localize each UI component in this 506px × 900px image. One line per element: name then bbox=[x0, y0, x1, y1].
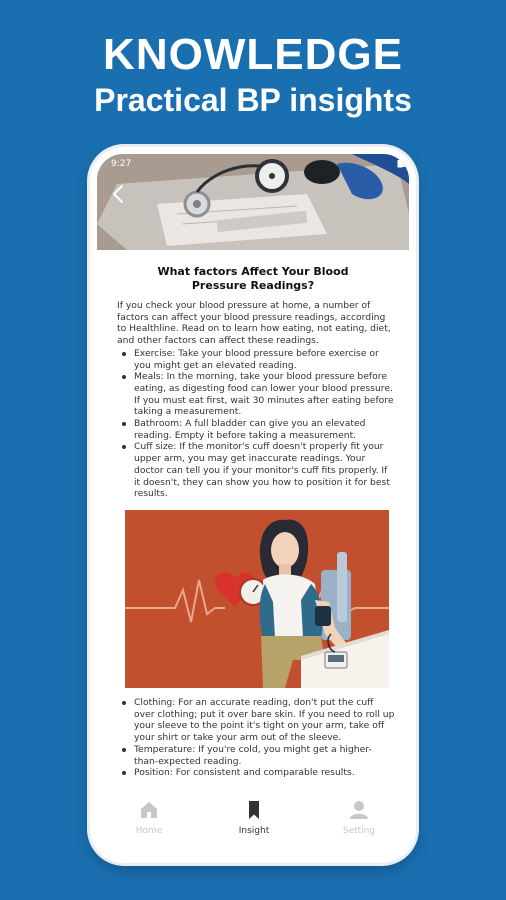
phone-frame bbox=[90, 147, 416, 863]
nav-item-insight[interactable] bbox=[224, 800, 284, 840]
person-icon bbox=[349, 800, 369, 820]
chevron-left-icon bbox=[107, 182, 131, 206]
list-item: Position: For consistent and comparable results. bbox=[117, 767, 395, 779]
hero-image bbox=[97, 154, 409, 250]
list-item: Clothing: For an accurate reading, don't put the cuff over clothing; put it over bare skin. If you need to roll up your sleeve to the point it's tight on your arm, take off your shirt or take your arm out of the sleeve. bbox=[117, 697, 395, 744]
list-item: Cuff size: If the monitor's cuff doesn't properly fit your upper arm, you may get inaccurate readings. Your doctor can tell you if your monitor's cuff fits properly. If it doesn't, they can show you how to position it for best results. bbox=[117, 441, 395, 500]
status-time: 9:27 bbox=[111, 159, 132, 169]
nav-item-setting[interactable] bbox=[329, 800, 389, 840]
list-item: Temperature: If you're cold, you might get a higher-than-expected reading. bbox=[117, 744, 395, 767]
list-item: Meals: In the morning, take your blood pressure before eating, as digesting food can lower your blood pressure. If you must eat first, wait 30 minutes after eating before taking a measurement. bbox=[117, 371, 395, 418]
nav-label-setting: Setting bbox=[342, 826, 376, 836]
article-content[interactable] bbox=[97, 250, 409, 790]
list-item: Exercise: Take your blood pressure before exercise or you might get an elevated reading. bbox=[117, 348, 395, 371]
home-icon bbox=[139, 800, 159, 820]
status-bar bbox=[97, 154, 409, 174]
battery-icon bbox=[397, 159, 403, 168]
nav-item-home[interactable] bbox=[119, 800, 179, 840]
article-body bbox=[117, 300, 395, 500]
promo-subtitle: Practical BP insights bbox=[94, 82, 412, 118]
bookmark-icon bbox=[244, 800, 264, 820]
article-intro: If you check your blood pressure at home, a number of factors can affect your blood pressure readings, according to Healthline. Read on to learn how eating, not eating, diet, and other factors can affect these readings. bbox=[117, 300, 391, 347]
bp-measurement-illustration bbox=[125, 510, 389, 688]
app-screen bbox=[97, 154, 409, 856]
nav-label-home: Home bbox=[135, 826, 163, 836]
factor-list-top bbox=[117, 348, 395, 500]
woman-measuring-bp-image bbox=[125, 510, 389, 688]
list-item: Bathroom: A full bladder can give you an elevated reading. Empty it before taking a measurement. bbox=[117, 418, 395, 441]
article-body-continued bbox=[117, 697, 395, 779]
factor-list-bottom bbox=[117, 697, 395, 779]
back-button[interactable] bbox=[107, 182, 131, 206]
article-title: What factors Affect Your Blood Pressure Readings? bbox=[157, 265, 349, 292]
bottom-navigation bbox=[97, 790, 409, 856]
promo-title: KNOWLEDGE bbox=[103, 30, 403, 79]
nav-label-insight: Insight bbox=[238, 826, 270, 836]
